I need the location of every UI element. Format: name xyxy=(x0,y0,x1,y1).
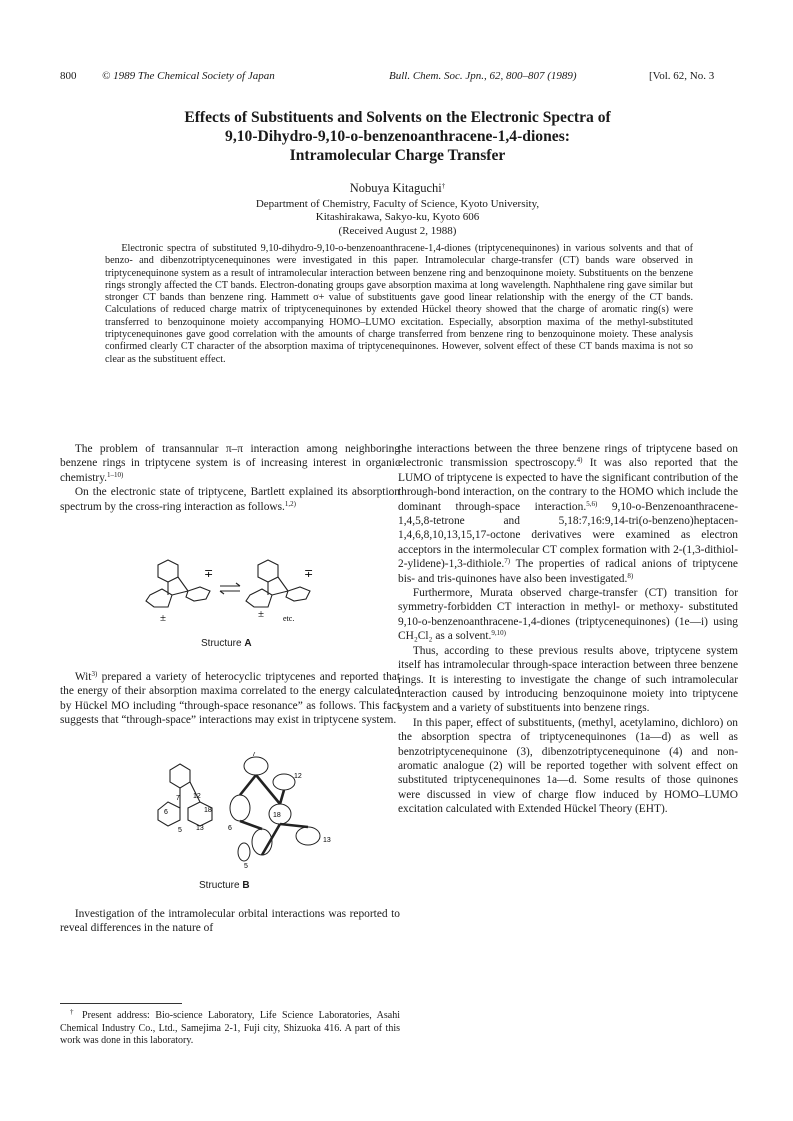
received-date: (Received August 2, 1988) xyxy=(338,224,457,237)
author-name: Nobuya Kitaguchi xyxy=(349,181,442,195)
author-footnote-mark: † xyxy=(441,182,446,190)
left-column-top xyxy=(60,442,400,514)
right-column xyxy=(398,442,738,817)
paragraph: Investigation of the intramolecular orbital interactions was reported to reveal differences in the nature of xyxy=(60,908,400,935)
affiliation xyxy=(60,198,735,238)
title-line-2: 9,10-Dihydro-9,10-o-benzenoanthracene-1,4-diones: xyxy=(225,128,570,145)
left-column-mid xyxy=(60,670,400,728)
charge-mp-right: ∓ xyxy=(304,568,314,580)
citation: 1,2) xyxy=(284,499,297,508)
structure-b-caption: Structure B xyxy=(199,880,250,891)
citation: 5,6) xyxy=(586,499,598,508)
running-header xyxy=(60,70,735,86)
abstract: Electronic spectra of substituted 9,10-dihydro-9,10-o-benzenoanthracene-1,4-diones (triptycenequinones) in various solvents and that of benzo- and dibenzotriptycenequinones were investigated in this paper. Intramolecular charge-transfer (CT) bands ware observed in triptycenequinone system as a result of intramolecular interaction between benzene ring and benzoquinone moiety. Substituents on the benzene rings strongly affected the CT bands. Electron-donating groups gave absorption maxima at long wavelength. Naphthalene ring gave similar but stronger CT bands than benzene ring. Hammett σ+ value of substituents gave good linear relationship with the energy of the CT bands. Calculations of reduced charge matrix of triptycenequinones by extended Hückel theory showed that the charge of aromatic ring(s) were transferred to benzoquinone moiety accompanying HOMO–LUMO excitation. Especially, absorption maxima of the methyl-substituted triptycenequinones gave good correlation with the amounts of charge transferred from benzene ring to benzoquinone moiety. These analysis confirmed clearly CT character of the absorption maxima of triptycenequinones. However, solvent effect of these CT bands maxima is not so clear as the substituent effect. xyxy=(105,243,693,365)
atom-label-7a: 7 xyxy=(176,795,180,802)
affiliation-line-1: Department of Chemistry, Faculty of Science, Kyoto University, xyxy=(255,198,540,210)
page-number: 800 xyxy=(60,70,77,82)
atom-label-5: 5 xyxy=(244,863,248,870)
atom-label-7: 7 xyxy=(252,752,256,758)
charge-mp-left: ∓ xyxy=(204,568,214,580)
affiliation-line-2: Kitashirakawa, Sakyo-ku, Kyoto 606 xyxy=(315,211,480,224)
title-line-3: Intramolecular Charge Transfer xyxy=(289,147,506,164)
atom-label-5a: 5 xyxy=(178,827,182,834)
atom-label-18: 18 xyxy=(273,812,281,819)
charge-pm-right: ± xyxy=(258,608,265,620)
atom-label-13a: 13 xyxy=(196,825,204,832)
atom-label-18a: 18 xyxy=(204,807,212,814)
footnote-rule xyxy=(60,1003,182,1004)
atom-label-12a: 12 xyxy=(193,793,201,800)
charge-pm-left: ± xyxy=(160,612,167,624)
journal-citation: Bull. Chem. Soc. Jpn., 62, 800–807 (1989) xyxy=(389,70,577,82)
structure-a-diagram xyxy=(140,555,330,625)
citation: 8) xyxy=(627,571,634,580)
paragraph: Wit$^{3)}$ prepared a variety of heterocyclic triptycenes and reported that the energy of their absorption maxima correlated to the energy calculated by Hückel MO including “through-space resonance” as follows. This fact suggests that “through-space” interactions may exist in triptycene system. xyxy=(60,670,400,727)
footnote: † Present address: Bio-science Laboratory, Life Science Laboratories, Asahi Chemical Industry Co., Ltd., Samejima 2-1, Fuji city, Shizuoka 416. A part of this work was done in this laboratory. xyxy=(60,1008,400,1047)
citation: 3) xyxy=(91,670,98,678)
citation: 9,10) xyxy=(491,629,506,638)
paragraph: The problem of transannular π–π interaction among neighboring benzene rings in triptycene system is of increasing interest in organic chemistry.$^{1-10)}$ xyxy=(60,443,400,484)
structure-b-diagram xyxy=(148,752,348,870)
left-column-bottom xyxy=(60,907,400,936)
atom-label-13: 13 xyxy=(323,837,331,844)
atom-label-12: 12 xyxy=(294,773,302,780)
volume-issue: [Vol. 62, No. 3 xyxy=(649,70,715,82)
etc-label: etc. xyxy=(283,614,295,623)
structure-a-caption: Structure A xyxy=(201,638,252,649)
paper-title xyxy=(60,108,735,165)
citation: 1–10) xyxy=(107,470,124,479)
atom-label-6a: 6 xyxy=(164,809,168,816)
paragraph: the interactions between the three benzene rings of triptycene based on electronic transmission spectroscopy.$^{4)}$ It was also reported that the LUMO of triptycene is expected to have the significant contribution of the through-bond interaction, on the contrary to the HOMO which include the dominant through-space interaction.$^{5,6)}$ 9,10-o-Benzenoanthracene-1,4,5,8-tetrone and 5,18:7,16:9,14-tri(o-benzeno)heptacen-1,4,6,8,10,13,15,17-octone derivatives were examined as electron acceptors in the intermolecular CT complex formation with 2-(1,3-dithiol-2-ylidene)-1,3-dithiole.$^{7)}$ The properties of radical anions of triptycene bis- and tris-quinones have also been investigated.$^{8)}$ xyxy=(398,443,738,585)
atom-label-6: 6 xyxy=(228,825,232,832)
citation: 4) xyxy=(576,456,583,465)
paragraph: Thus, according to these previous results above, triptycene system itself has intramolecular through-space interaction between three benzene rings. It is interesting to investigate the change of such intramolecular interaction caused by introducing benzoquinone moiety into triptycene system and a variety of substituents into benzene rings. xyxy=(398,644,738,715)
title-line-1: Effects of Substituents and Solvents on the Electronic Spectra of xyxy=(184,109,611,126)
paragraph: In this paper, effect of substituents, (methyl, acetylamino, dichloro) on the absorption spectra of triptycenequinones (1a—d) as well as benzotriptycenequinone (3), dibenzotriptycenequinone (4) and non-aromatic analogue (2) will be reported together with solvent effect on substituted triptycenequinones 1a—d. Some results of those quinones were discussed in view of charge flow induced by HOMO–LUMO excitation calculated with Extended Hückel Theory (EHT). xyxy=(398,716,738,816)
paragraph: Furthermore, Murata observed charge-transfer (CT) transition for symmetry-forbidden CT interaction in methyl- or methoxy- substituted 9,10-o-benzenoanthracene-1,4-diones (triptycenequinones) (1e—i) using CH₂Cl₂ as a solvent.$^{9,10)}$ xyxy=(398,587,738,643)
paragraph: On the electronic state of triptycene, Bartlett explained its absorption spectrum by the cross-ring interaction as follows.$^{1,2)}$ xyxy=(60,486,400,513)
citation: 7) xyxy=(504,557,511,566)
author-line xyxy=(60,181,735,196)
copyright: © 1989 The Chemical Society of Japan xyxy=(102,70,275,82)
